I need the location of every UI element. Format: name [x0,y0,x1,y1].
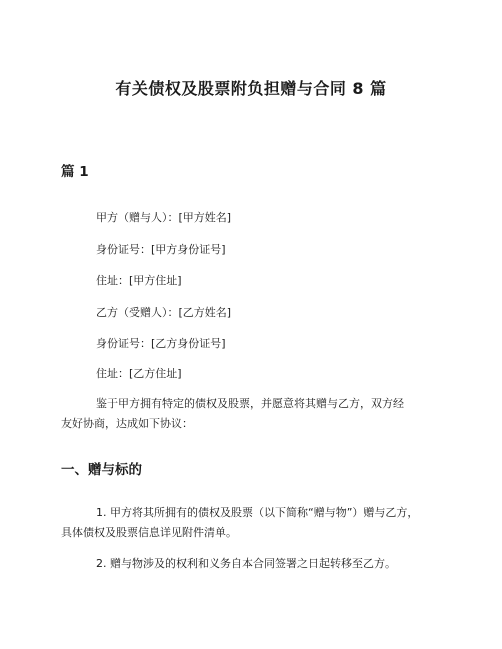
party-b-name: 乙方（受赠人）：[乙方姓名] [96,306,232,319]
section-label: 篇 1 [61,164,89,180]
preamble-line-1: 鉴于甲方拥有特定的债权及股票，并愿意将其赠与乙方，双方经 [96,397,404,410]
chapter-heading: 一、赠与标的 [61,462,142,478]
party-b-id: 身份证号：[乙方身份证号] [96,337,226,350]
preamble-line-2: 友好协商，达成如下协议： [61,417,193,430]
party-a-address: 住址：[甲方住址] [96,274,182,287]
party-a-name: 甲方（赠与人）：[甲方姓名] [96,211,232,224]
document-title: 有关债权及股票附负担赠与合同 8 篇 [115,79,387,98]
party-b-address: 住址：[乙方住址] [96,367,182,380]
clause-2: 2. 赠与物涉及的权利和义务自本合同签署之日起转移至乙方。 [96,557,396,570]
clause-1-line-1: 1. 甲方将其所拥有的债权及股票（以下简称“赠与物”）赠与乙方， [96,506,419,519]
party-a-id: 身份证号：[甲方身份证号] [96,243,226,256]
clause-1-line-2: 具体债权及股票信息详见附件清单。 [61,526,237,539]
